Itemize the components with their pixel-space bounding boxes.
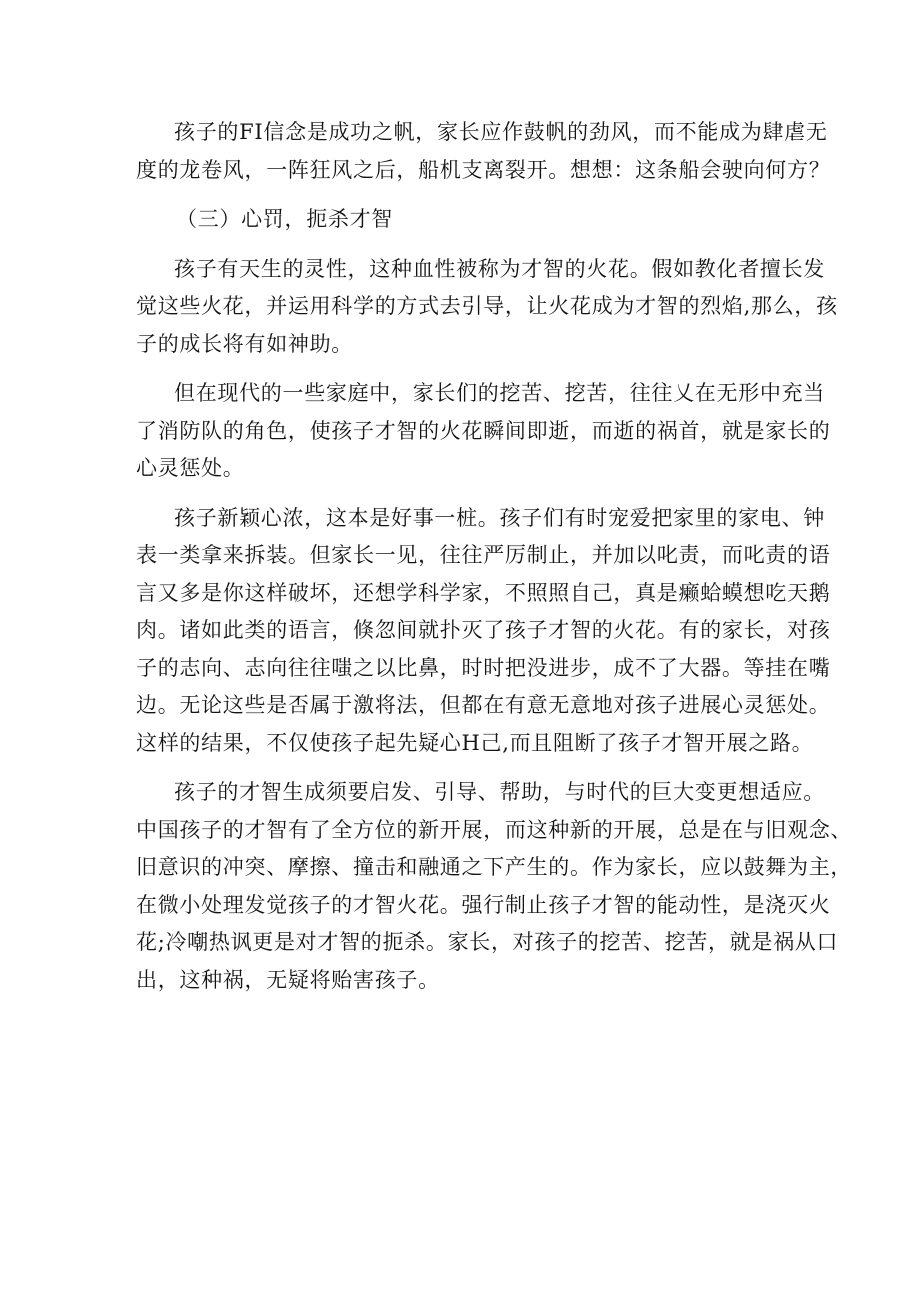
text-line: 子的成长将有如神助。 — [136, 331, 353, 356]
text-line: 度的龙卷风，一阵狂风之后，船机支离裂开。想想：这条船会驶向何方？ — [136, 157, 831, 182]
paragraph-4 — [136, 500, 831, 763]
paragraph-2 — [136, 251, 838, 364]
text-line: 孩子的才智生成须要启发、引导、帮助，与时代的巨大变更想适应。 — [174, 780, 825, 804]
paragraph-5 — [136, 774, 853, 999]
paragraph-3 — [136, 375, 831, 488]
text-line: 言又多是你这样破坏，还想学科学家，不照照自己，真是癞蛤蟆想吃天鹅 — [136, 580, 831, 605]
text-line: 了消防队的角色，使孩子才智的火花瞬间即逝，而逝的祸首，就是家长的 — [136, 418, 831, 443]
text-line: 孩子的FI信念是成功之帆，家长应作鼓帆的劲风，而不能成为肆虐无 — [174, 120, 828, 144]
text-line: 在微小处理发觉孩子的才智火花。强行制止孩子才智的能动性，是浇灭火 — [136, 892, 831, 917]
text-line: 觉这些火花，并运用科学的方式去引导，让火花成为才智的烈焰,那么，孩 — [136, 294, 838, 318]
text-line: 肉。诸如此类的语言，倏忽间就扑灭了孩子才智的火花。有的家长，对孩 — [136, 618, 831, 642]
text-line: 孩子新颖心浓，这本是好事一桩。孩子们有时宠爱把家里的家电、钟 — [174, 505, 825, 530]
text-line: 边。无论这些是否属于激将法，但都在有意无意地对孩子进展心灵惩处。 — [136, 693, 831, 717]
text-line: 旧意识的冲突、摩擦、撞击和融通之下产生的。作为家长，应以鼓舞为主， — [136, 855, 853, 879]
section-heading — [136, 201, 786, 239]
paragraph-1 — [136, 114, 831, 189]
text-line: 花;冷嘲热讽更是对才智的扼杀。家长，对孩子的挖苦、挖苦，就是祸从口 — [136, 930, 839, 954]
text-line: 出，这种祸，无疑将贻害孩子。 — [136, 967, 440, 992]
text-line: 但在现代的一些家庭中，家长们的挖苦、挖苦，往往乂在无形中充当 — [174, 381, 825, 405]
text-line: 中国孩子的才智有了全方位的新开展，而这种新的开展，总是在与旧观念、 — [136, 817, 853, 842]
text-line: 这样的结果，不仅使孩子起先疑心H己,而且阻断了孩子才智开展之路。 — [136, 730, 814, 755]
text-line: 孩子有天生的灵性，这种血性被称为才智的火花。假如教化者擅长发 — [174, 256, 825, 281]
document-body — [136, 114, 853, 999]
text-line: 表一类拿来拆装。但家长一见，往往严厉制止，并加以叱责，而叱责的语 — [136, 543, 831, 567]
heading-text: （三）心罚，扼杀才智 — [176, 207, 393, 231]
text-line: 子的志向、志向往往嗤之以比鼻，时时把没进步，成不了大器。等挂在嘴 — [136, 655, 831, 680]
text-line: 心灵惩处。 — [136, 456, 245, 480]
